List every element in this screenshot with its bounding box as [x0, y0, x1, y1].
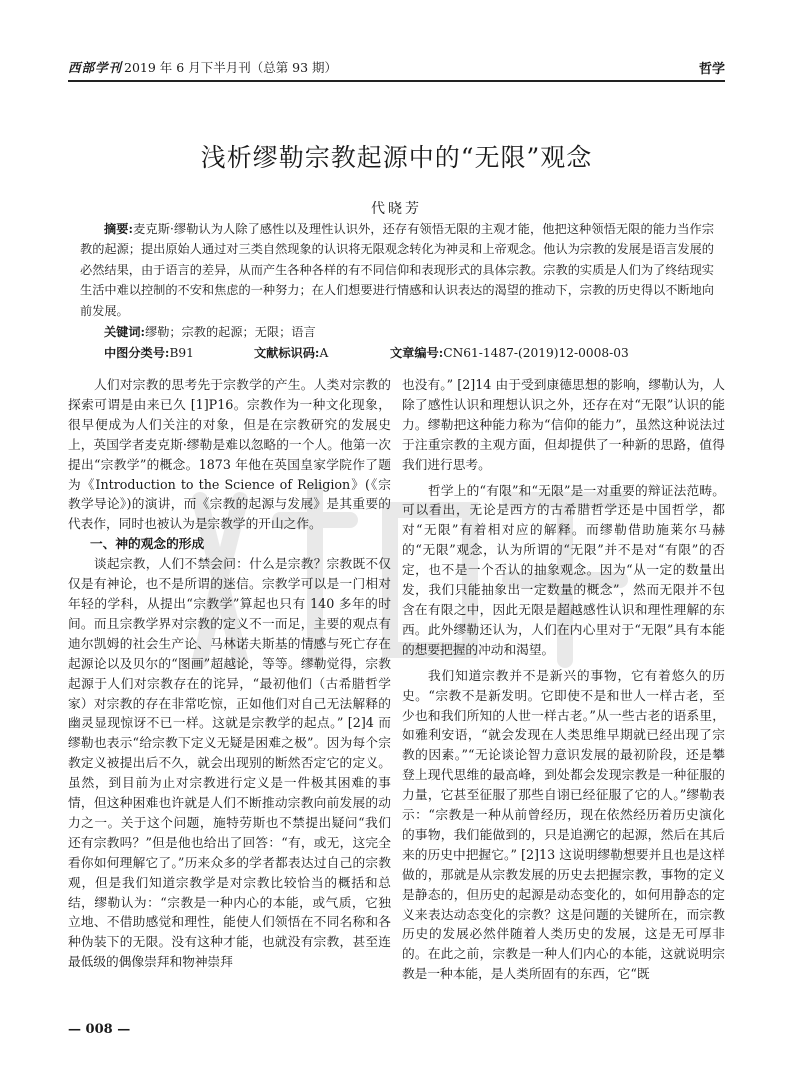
article-author: 代晓芳 [371, 201, 422, 217]
body-paragraph: 哲学上的“有限”和“无限”是一对重要的辩证法范畴。可以看出，无论是西方的古希腊哲学还是中国哲学，都对“无限”有着相对应的解释。而缪勒借助施莱尔马赫的“无限”观念，认为所谓的“无限”并不是对“有限”的否定，也不是一个否认的抽象观念。因为“从一定的数量出发，我们只能抽象出一定数量的概念”，然而无限并不包含在有限之中，因此无限是超越感性认识和理性理解的东西。此外缪勒还认为，人们在内心里对于“无限”具有本能的想要把握的冲动和渴望。 [402, 482, 725, 657]
left-column [68, 375, 391, 972]
keywords-label: 关键词: [104, 325, 146, 339]
journal-issue: 2019 年 6 月下半月刊（总第 93 期） [124, 60, 338, 75]
page-number: — 008 — [68, 1022, 131, 1037]
clc-label: 中图分类号: [104, 346, 170, 360]
page-header [68, 56, 725, 82]
journal-logo: 西部学刊 [68, 60, 123, 75]
right-column [402, 375, 725, 984]
abstract [80, 219, 714, 321]
keywords-text: 缪勒；宗教的起源；无限；语言 [145, 325, 316, 339]
body-paragraph: 人们对宗教的思考先于宗教学的产生。人类对宗教的探索可谓是由来已久 [1]P16。宗教作为一种文化现象，很早便成为人们关注的对象，但是在宗教研究的发展史上，英国学者麦克斯·缪勒是难以忽略的一个人。他第一次提出“宗教学”的概念。1873 年他在英国皇家学院作了题为《Introduction to the Science of Religion》(《宗教学导论》)的演讲，而《宗教的起源与发展》是其重要的代表作，同时也被认为是宗教学的开山之作。 [68, 377, 391, 532]
article-no-label: 文章编号: [390, 346, 444, 360]
section-label: 哲学 [698, 62, 725, 77]
section-heading: 一、神的观念的形成 [90, 536, 205, 552]
abstract-text: 麦克斯·缪勒认为人除了感性以及理性认识外，还存有领悟无限的主观才能，他把这种领悟无限的能力当作宗教的起源；提出原始人通过对三类自然现象的认识将无限观念转化为神灵和上帝观念。他认为宗教的发展是语言发展的必然结果，由于语言的差异，从而产生各种各样的有不同信仰和表现形式的具体宗教。宗教的实质是人们为了终结现实生活中难以控制的不安和焦虑的一种努力；在人们想要进行情感和认识表达的渴望的推动下，宗教的历史得以不断地向前发展。 [80, 222, 715, 318]
journal-info [68, 58, 337, 76]
clc-value: B91 [169, 346, 194, 360]
article-title: 浅析缪勒宗教起源中的“无限”观念 [200, 143, 593, 172]
doc-code-value: A [319, 346, 329, 360]
body-paragraph: 我们知道宗教并不是新兴的事物，它有着悠久的历史。“宗教不是新发明。它即使不是和世人一样古老，至少也和我们所知的人世一样古老。”从一些古老的语系里，如雅利安语，“就会发现在人类思维早期就已经出现了宗教的因素。”“无论谈论智力意识发展的最初阶段，还是攀登上现代思维的最高峰，到处都会发现宗教是一种征服的力量，它甚至征服了那些自诩已经征服了它的人。”缪勒表示：“宗教是一种从前曾经历，现在依然经历着历史演化的事物，我们能做到的，只是追溯它的起源，然后在其后来的历史中把握它。” [2]13 这说明缪勒想要并且也是这样做的，那就是从宗教发展的历史去把握宗教，事物的定义是静态的，但历史的起源是动态变化的，如何用静态的定义来表达动态变化的宗教？这是问题的关键所在，而宗教历史的发展必然伴随着人类历史的发展，这是无可厚非的。在此之前，宗教是一种人们内心的本能，这就说明宗教是一种本能，是人类所固有的东西，它“既 [402, 667, 725, 982]
article-no-value: CN61-1487-(2019)12-0008-03 [443, 346, 629, 360]
body-paragraph: 谈起宗教，人们不禁会问：什么是宗教？宗教既不仅仅是有神论，也不是所谓的迷信。宗教学可以是一门相对年轻的学科，从提出“宗教学”算起也只有 140 多年的时间。而且宗教学界对宗教的定义不一而足，主要的观点有迪尔凯姆的社会生产论、马林诺夫斯基的情感与死亡存在起源论以及贝尔的“图画”超越论，等等。缪勒觉得，宗教起源于人们对宗教存在的诧异，“最初他们（古希腊哲学家）对宗教的存在非常吃惊，正如他们对自己无法解释的幽灵显现惊讶不已一样。这就是宗教学的起点。” [2]4 而缪勒也表示“给宗教下定义无疑是困难之极”。因为每个宗教定义被提出后不久，就会出现别的断然否定它的定义。虽然，到目前为止对宗教进行定义是一件极其困难的事情，但这种困难也许就是人们不断推动宗教向前发展的动力之一。关于这个问题，施特劳斯也不禁提出疑问“我们还有宗教吗？”但是他也给出了回答：“有，或无，这完全看你如何理解它了。”历来众多的学者都表达过自己的宗教观，但是我们知道宗教学是对宗教比较恰当的概括和总结，缪勒认为：“宗教是一种内心的本能，或气质，它独立地、不借助感觉和理性，能使人们领悟在不同名称和各种伪装下的无限。没有这种才能，也就没有宗教，甚至连最低级的偶像崇拜和物神崇拜 [68, 556, 391, 970]
doc-code-label: 文献标识码: [254, 346, 320, 360]
keywords [104, 323, 316, 340]
body-paragraph: 也没有。” [2]14 由于受到康德思想的影响，缪勒认为，人除了感性认识和理想认识之外，还存在对“无限”认识的能力。缪勒把这种能力称为“信仰的能力”，虽然这种说法过于注重宗教的主观方面，但却提供了一种新的思路，值得我们进行思考。 [402, 377, 725, 472]
abstract-label: 摘要: [104, 222, 134, 236]
